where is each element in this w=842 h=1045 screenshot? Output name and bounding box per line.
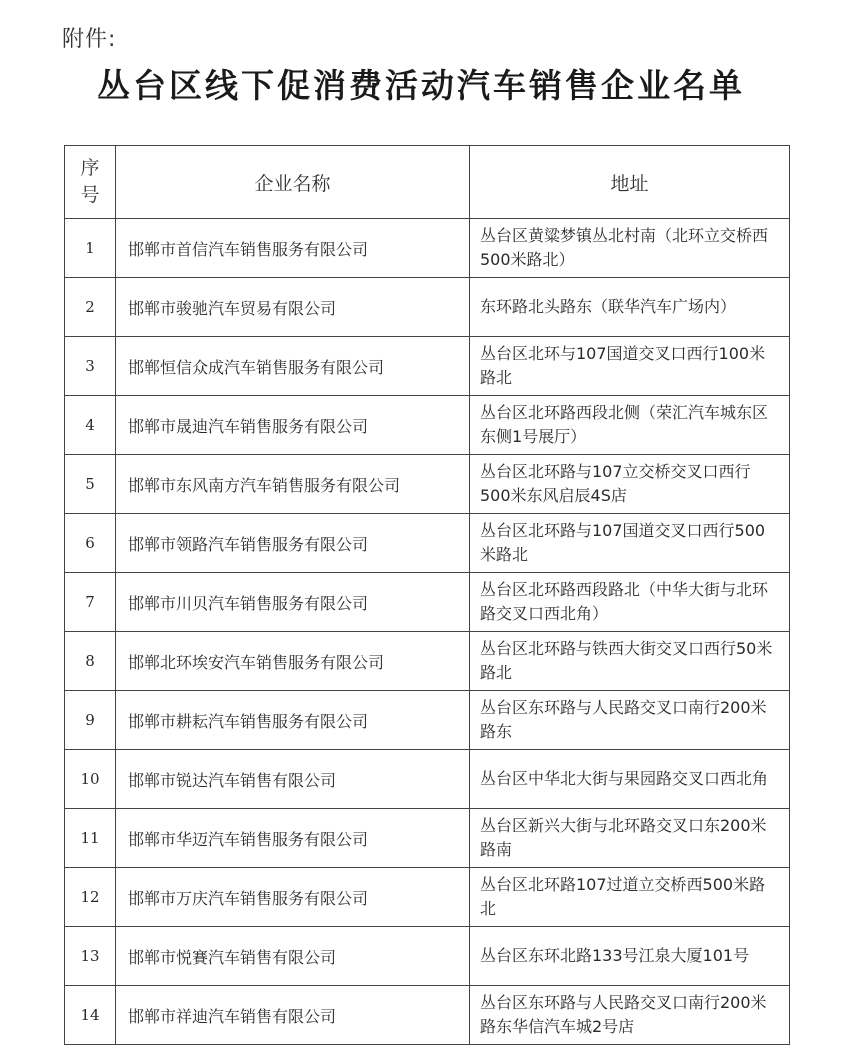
table-row — [65, 809, 790, 868]
table-row — [65, 868, 790, 927]
company-address: 丛台区北环路与107国道交叉口西行500米路北 — [470, 514, 790, 573]
dealer-table — [64, 145, 790, 1045]
company-name: 邯郸北环埃安汽车销售服务有限公司 — [116, 632, 470, 691]
row-number: 3 — [65, 337, 116, 396]
company-address: 丛台区北环路107过道立交桥西500米路北 — [470, 868, 790, 927]
company-name: 邯郸市悦賽汽车销售有限公司 — [116, 927, 470, 986]
row-number: 10 — [65, 750, 116, 809]
document-title: 丛台区线下促消费活动汽车销售企业名单 — [97, 66, 745, 105]
company-address: 丛台区新兴大街与北环路交叉口东200米路南 — [470, 809, 790, 868]
table-row — [65, 278, 790, 337]
table-row — [65, 750, 790, 809]
row-number: 9 — [65, 691, 116, 750]
row-number: 14 — [65, 986, 116, 1045]
company-name: 邯郸恒信众成汽车销售服务有限公司 — [116, 337, 470, 396]
table-row — [65, 986, 790, 1045]
company-name: 邯郸市领路汽车销售服务有限公司 — [116, 514, 470, 573]
table-row — [65, 691, 790, 750]
row-number: 1 — [65, 219, 116, 278]
row-number: 5 — [65, 455, 116, 514]
company-address: 丛台区北环路与铁西大街交叉口西行50米路北 — [470, 632, 790, 691]
company-address: 丛台区黄粱梦镇丛北村南（北环立交桥西500米路北） — [470, 219, 790, 278]
header-serial-line1: 序 — [80, 157, 100, 179]
table-row — [65, 455, 790, 514]
company-address: 丛台区东环路与人民路交叉口南行200米路东 — [470, 691, 790, 750]
row-number: 6 — [65, 514, 116, 573]
company-address: 丛台区北环路西段路北（中华大街与北环路交叉口西北角） — [470, 573, 790, 632]
row-number: 13 — [65, 927, 116, 986]
row-number: 7 — [65, 573, 116, 632]
company-address: 丛台区中华北大街与果园路交叉口西北角 — [470, 750, 790, 809]
row-number: 2 — [65, 278, 116, 337]
company-name: 邯郸市华迈汽车销售服务有限公司 — [116, 809, 470, 868]
table-row — [65, 337, 790, 396]
table-row — [65, 632, 790, 691]
table-row — [65, 514, 790, 573]
row-number: 4 — [65, 396, 116, 455]
table-row — [65, 219, 790, 278]
company-name: 邯郸市骏驰汽车贸易有限公司 — [116, 278, 470, 337]
row-number: 12 — [65, 868, 116, 927]
company-name: 邯郸市东风南方汽车销售服务有限公司 — [116, 455, 470, 514]
header-serial-number — [65, 146, 116, 219]
header-company-name: 企业名称 — [116, 146, 470, 219]
header-serial-line2: 号 — [80, 184, 100, 206]
company-name: 邯郸市万庆汽车销售服务有限公司 — [116, 868, 470, 927]
company-name: 邯郸市祥迪汽车销售有限公司 — [116, 986, 470, 1045]
company-address: 东环路北头路东（联华汽车广场内） — [470, 278, 790, 337]
table-header-row — [65, 146, 790, 219]
row-number: 8 — [65, 632, 116, 691]
company-name: 邯郸市晟迪汽车销售服务有限公司 — [116, 396, 470, 455]
company-name: 邯郸市耕耘汽车销售服务有限公司 — [116, 691, 470, 750]
header-address: 地址 — [470, 146, 790, 219]
company-name: 邯郸市首信汽车销售服务有限公司 — [116, 219, 470, 278]
table-row — [65, 396, 790, 455]
company-address: 丛台区北环路西段北侧（荣汇汽车城东区东侧1号展厅） — [470, 396, 790, 455]
company-address: 丛台区东环北路133号江泉大厦101号 — [470, 927, 790, 986]
table-row — [65, 927, 790, 986]
company-address: 丛台区北环路与107立交桥交叉口西行500米东风启辰4S店 — [470, 455, 790, 514]
company-address: 丛台区东环路与人民路交叉口南行200米路东华信汽车城2号店 — [470, 986, 790, 1045]
company-name: 邯郸市锐达汽车销售有限公司 — [116, 750, 470, 809]
row-number: 11 — [65, 809, 116, 868]
company-address: 丛台区北环与107国道交叉口西行100米路北 — [470, 337, 790, 396]
attachment-label: 附件: — [62, 27, 117, 52]
company-name: 邯郸市川贝汽车销售服务有限公司 — [116, 573, 470, 632]
table-row — [65, 573, 790, 632]
